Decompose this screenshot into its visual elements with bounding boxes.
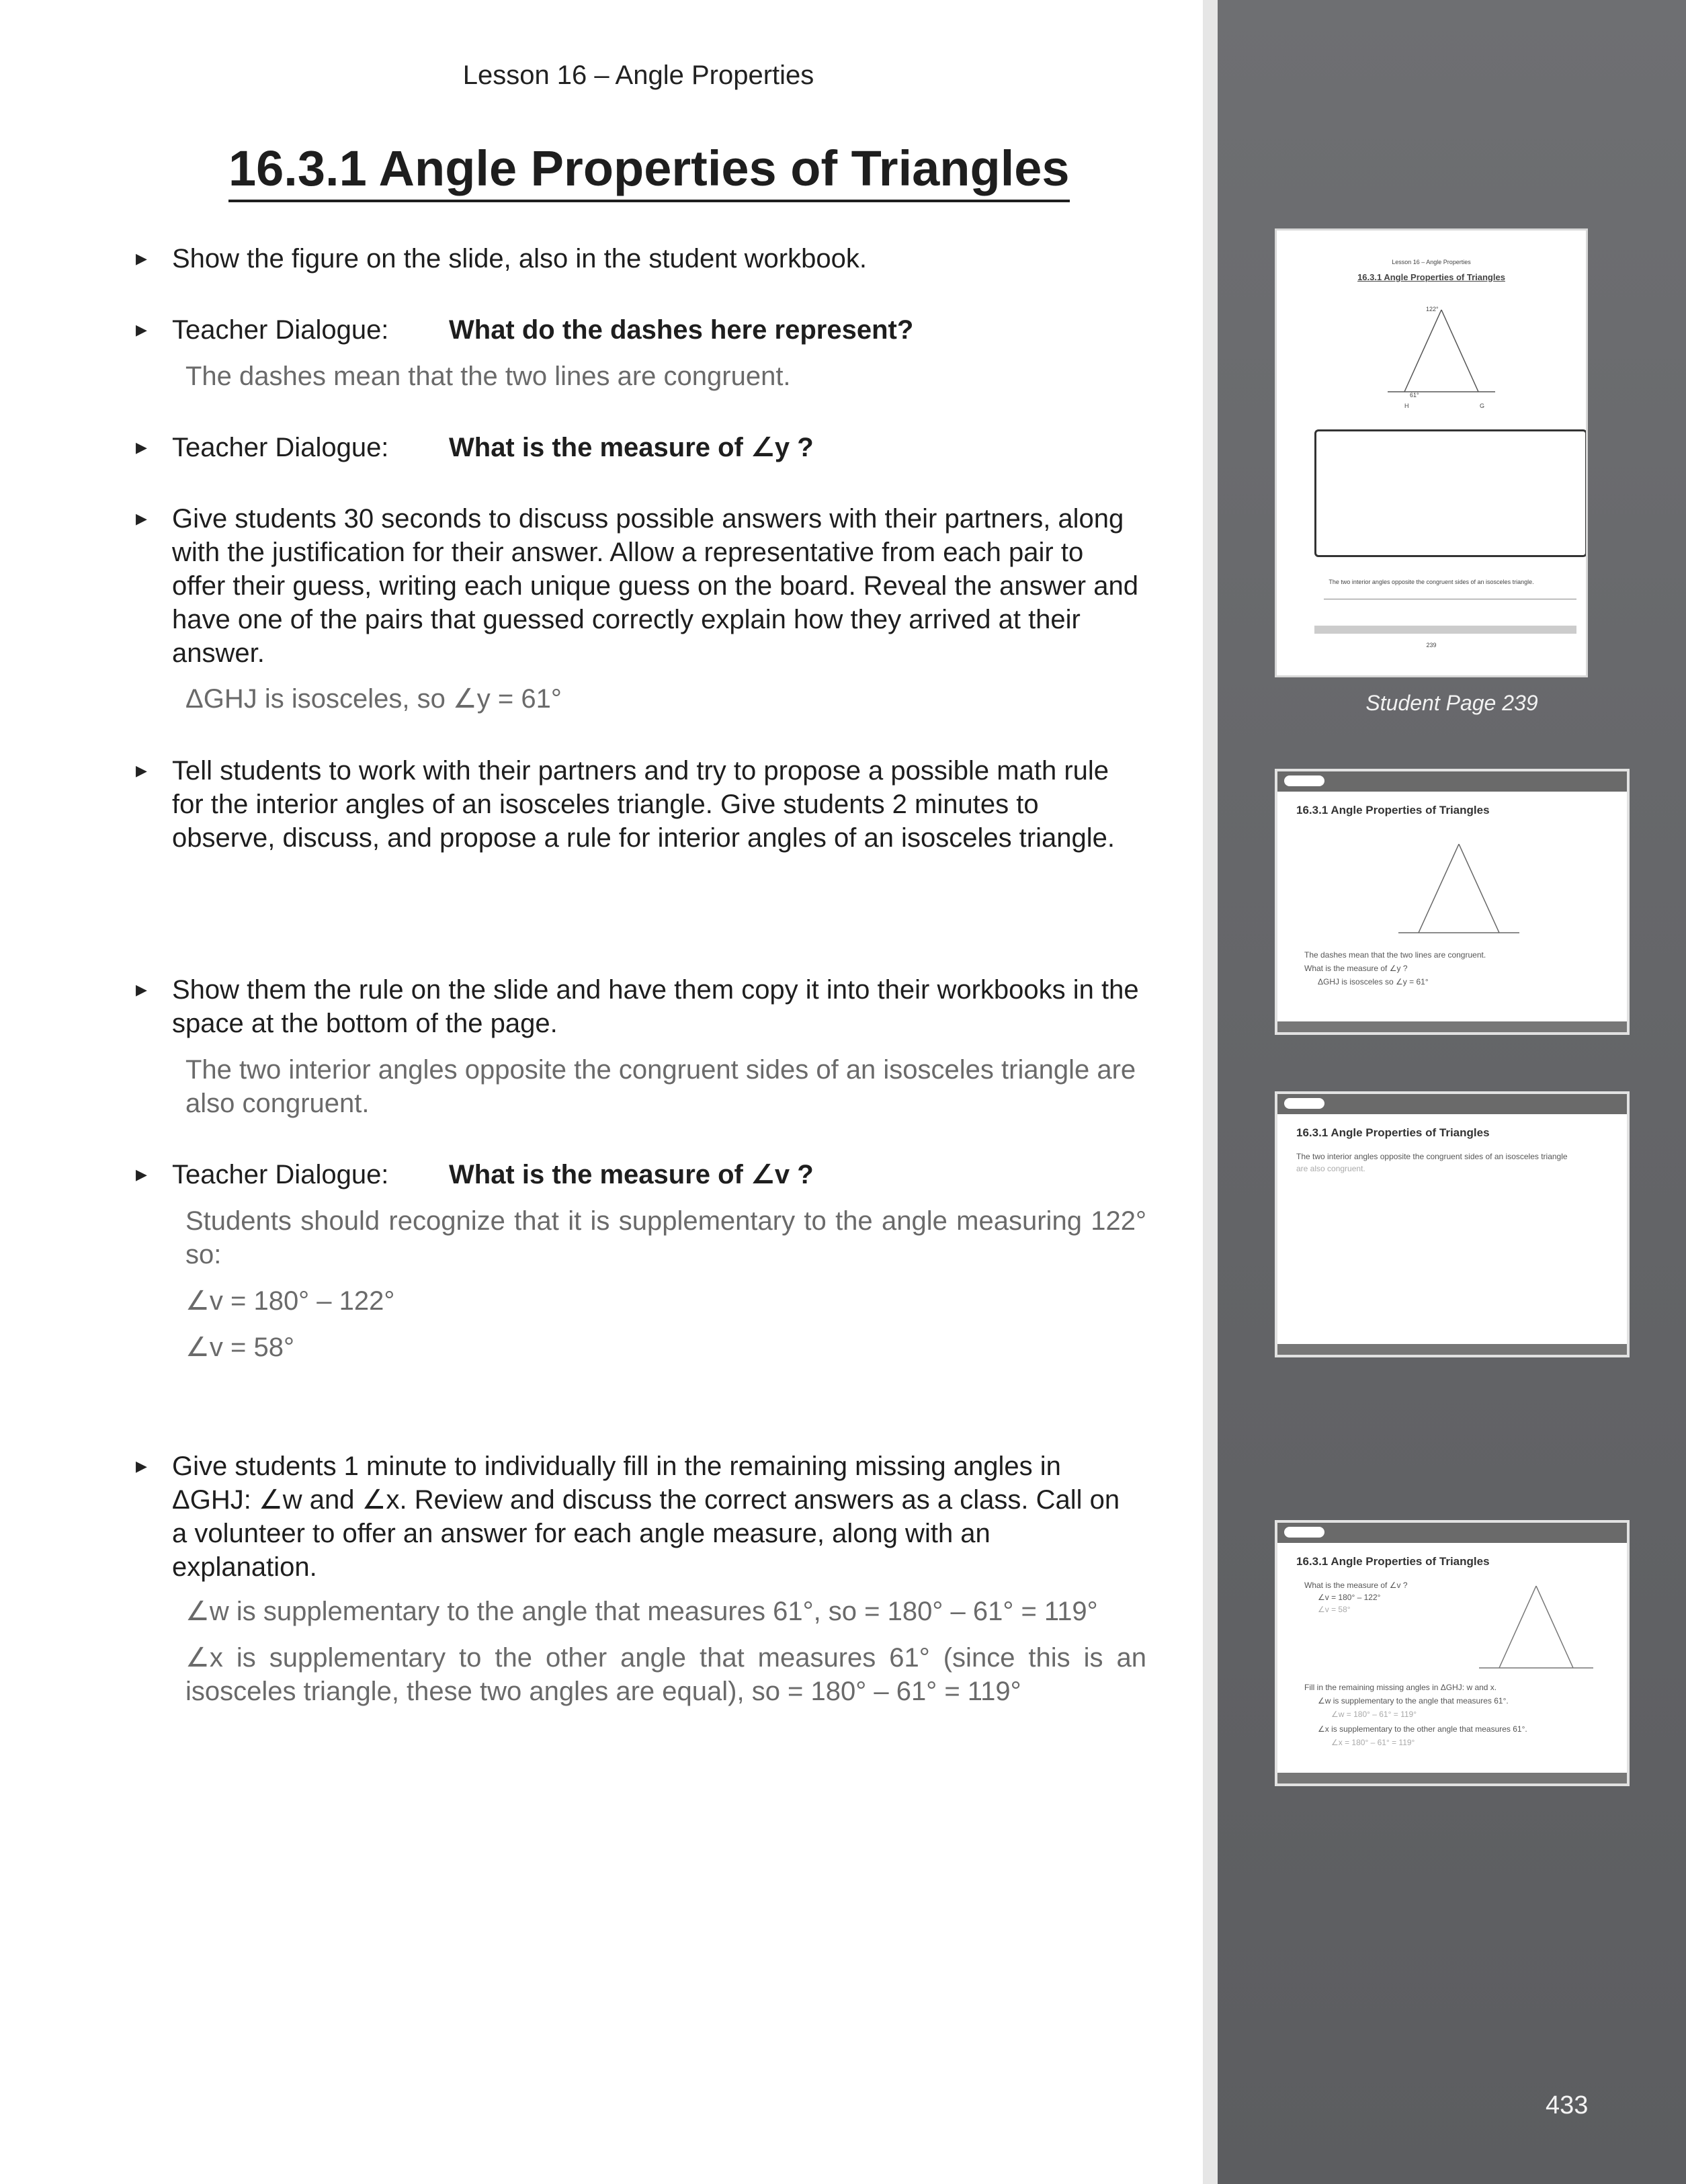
thumb-title: 16.3.1 Angle Properties of Triangles: [1357, 272, 1505, 282]
thumb-angle-left: 61°: [1410, 392, 1419, 398]
slide-footer-nav: [1277, 1344, 1627, 1355]
answer-angle-v-eq2: ∠v = 58°: [185, 1333, 294, 1362]
bullet-show-rule: ▶ Show them the rule on the slide and have them copy it into their workbooks in the space at the bottom of the page.: [172, 973, 1153, 1040]
dialogue-question: What do the dashes here represent?: [449, 315, 914, 345]
slide-title: 16.3.1 Angle Properties of Triangles: [1296, 1126, 1490, 1139]
bullet-propose-rule: ▶ Tell students to work with their partners and try to propose a possible math rule for the interior angles of an isosceles triangle. Give students 2 minutes to observe, discuss, and propose a rule for interior angles of an isosceles triangle.: [172, 754, 1140, 855]
logo-icon: [1284, 1527, 1324, 1538]
bullet-show-figure: ▶ Show the figure on the slide, also in the student workbook.: [172, 242, 1146, 276]
slide1-line2: What is the measure of ∠y ?: [1304, 964, 1408, 973]
slide2-line1: The two interior angles opposite the congruent sides of an isosceles triangle: [1296, 1152, 1568, 1161]
student-page-caption: Student Page 239: [1365, 691, 1538, 715]
answer-angle-y: ΔGHJ is isosceles, so ∠y = 61°: [185, 684, 562, 714]
slide3-line4: Fill in the remaining missing angles in ΔGHJ: w and x.: [1304, 1683, 1497, 1692]
dialogue-question: What is the measure of ∠v ?: [449, 1160, 814, 1189]
slide-title: 16.3.1 Angle Properties of Triangles: [1296, 1555, 1490, 1568]
answer-angle-v-explain: Students should recognize that it is supplementary to the angle measuring 122° so:: [185, 1206, 1146, 1269]
slide3-line2: ∠v = 180° – 122°: [1318, 1593, 1381, 1602]
slide-header-bar: [1277, 1094, 1627, 1114]
slide1-line1: The dashes mean that the two lines are congruent.: [1304, 950, 1486, 960]
thumb-lesson: Lesson 16 – Angle Properties: [1392, 259, 1471, 265]
answer-angle-x: ∠x is supplementary to the other angle that measures 61° (since this is an isosceles triangle, these two angles are equal), so = 180° – 61° = 119°: [185, 1643, 1146, 1706]
slide-footer-nav: [1277, 1773, 1627, 1783]
bullet-fill-angles: ▶ Give students 1 minute to individually fill in the remaining missing angles in ΔGHJ: ∠w and ∠x. Review and discuss the correct answers as a class. Call on a volunteer to offer an answer for each angle measure, along with an explanation.: [172, 1450, 1140, 1584]
dialogue-question: What is the measure of ∠y ?: [449, 433, 814, 462]
slide3-line5: ∠w is supplementary to the angle that measures 61°.: [1318, 1696, 1509, 1706]
logo-icon: [1284, 1098, 1324, 1109]
thumb-nav-bar: [1314, 626, 1576, 634]
bullet-dialogue-dashes: [172, 313, 1146, 347]
page-gutter: [1203, 0, 1218, 2184]
thumb-page-number: 239: [1426, 642, 1437, 648]
thumb-angle-top: 122°: [1426, 306, 1439, 312]
slide-header-bar: [1277, 1523, 1627, 1543]
slide1-line3: ΔGHJ is isosceles so ∠y = 61°: [1318, 977, 1429, 986]
slide-footer-nav: [1277, 1021, 1627, 1032]
slide3-line6: ∠w = 180° – 61° = 119°: [1331, 1710, 1417, 1719]
slide3-line1: What is the measure of ∠v ?: [1304, 1581, 1408, 1590]
answer-angle-w: ∠w is supplementary to the angle that measures 61°, so = 180° – 61° = 119°: [185, 1597, 1098, 1626]
slide-thumbnail-2: [1275, 1091, 1630, 1357]
triangle-figure: [1384, 304, 1499, 405]
thumb-label-g: G: [1480, 403, 1485, 409]
dialogue-label: Teacher Dialogue:: [172, 315, 389, 345]
dialogue-label: Teacher Dialogue:: [172, 1160, 389, 1189]
logo-icon: [1284, 775, 1324, 786]
lesson-header: Lesson 16 – Angle Properties: [462, 60, 814, 90]
student-page-thumbnail: [1275, 228, 1588, 677]
bullet-discuss-30s: ▶ Give students 30 seconds to discuss possible answers with their partners, along with the justification for their answer. Allow a representative from each pair to offer their guess, writing each unique guess on the board. Reveal the answer and have one of the pairs that guessed correctly explain how they arrived at their answer.: [172, 502, 1140, 670]
answer-rule: The two interior angles opposite the congruent sides of an isosceles triangle are also congruent.: [185, 1055, 1136, 1118]
bullet-dialogue-angle-v: [172, 1158, 1146, 1191]
answer-dashes: The dashes mean that the two lines are congruent.: [185, 362, 791, 391]
page-title: 16.3.1 Angle Properties of Triangles: [228, 140, 1070, 202]
slide3-line8: ∠x = 180° – 61° = 119°: [1331, 1738, 1415, 1747]
thumb-label-h: H: [1404, 403, 1409, 409]
slide3-line3: ∠v = 58°: [1318, 1605, 1351, 1614]
slide3-triangle-figure: [1472, 1581, 1600, 1681]
bullet-dialogue-angle-y: [172, 431, 1146, 464]
slide-header-bar: [1277, 771, 1627, 792]
slide-thumbnail-1: [1275, 769, 1630, 1035]
slide2-line2: are also congruent.: [1296, 1164, 1365, 1173]
slide-triangle-figure: [1392, 839, 1526, 946]
answer-angle-v-eq1: ∠v = 180° – 122°: [185, 1286, 395, 1316]
slide3-line7: ∠x is supplementary to the other angle that measures 61°.: [1318, 1724, 1527, 1734]
dialogue-label: Teacher Dialogue:: [172, 433, 389, 462]
slide-title: 16.3.1 Angle Properties of Triangles: [1296, 804, 1490, 816]
slide-thumbnail-3: [1275, 1520, 1630, 1786]
page-number: 433: [1546, 2091, 1589, 2119]
thumb-answer-box: [1314, 429, 1587, 557]
thumb-rule: The two interior angles opposite the congruent sides of an isosceles triangle.: [1329, 579, 1534, 585]
